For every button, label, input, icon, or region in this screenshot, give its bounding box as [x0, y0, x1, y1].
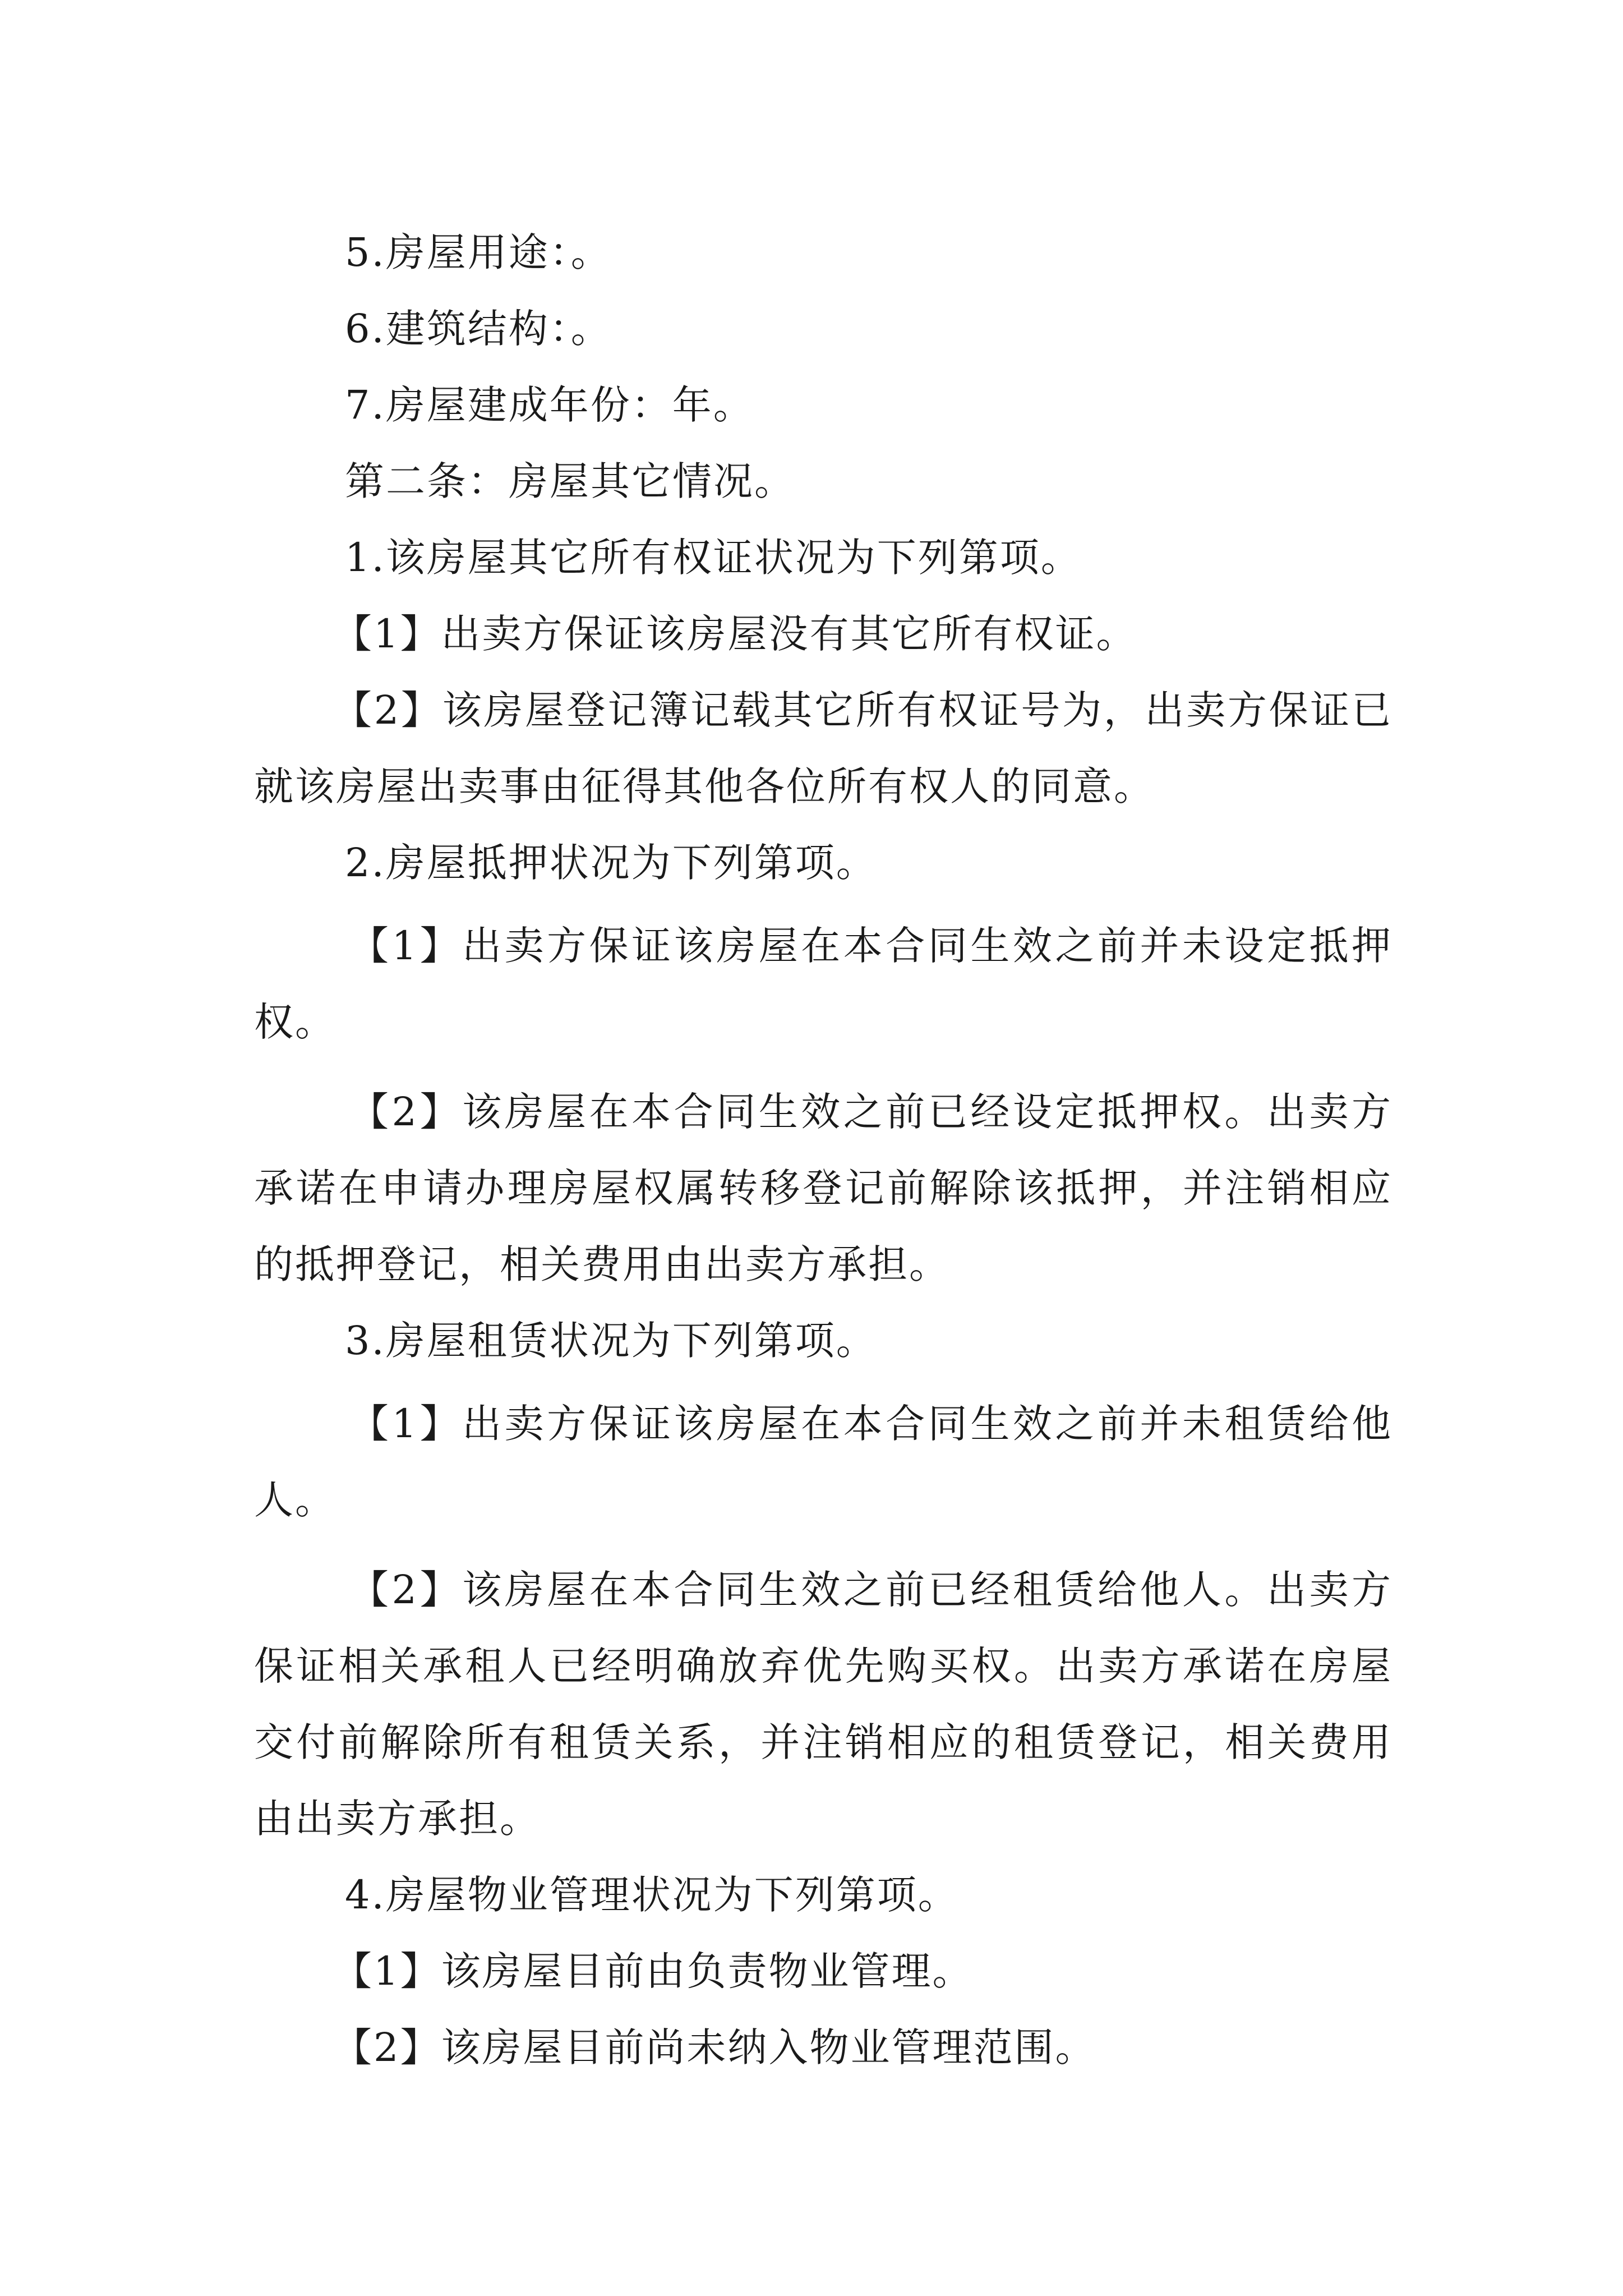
paragraph-property-management-status: 4.房屋物业管理状况为下列第项。 — [345, 1872, 959, 1918]
option-mortgage-2: 【2】该房屋在本合同生效之前已经设定抵押权。出卖方承诺在申请办理房屋权属转移登记前解除该抵押，并注销相应的抵押登记，相关费用由出卖方承担。 — [254, 1089, 1393, 1287]
section-heading-article-2: 第二条：房屋其它情况。 — [345, 458, 795, 504]
paragraph-mortgage-status: 2.房屋抵押状况为下列第项。 — [345, 840, 877, 886]
option-lease-2: 【2】该房屋在本合同生效之前已经租赁给他人。出卖方保证相关承租人已经明确放弃优先购买权。出卖方承诺在房屋交付前解除所有租赁关系，并注销相应的租赁登记，相关费用由出卖方承担。 — [254, 1567, 1393, 1842]
option-ownership-1: 【1】出卖方保证该房屋没有其它所有权证。 — [333, 611, 1137, 657]
document-body — [254, 214, 1393, 2086]
paragraph-ownership-certificate-status: 1.该房屋其它所有权证状况为下列第项。 — [345, 535, 1082, 581]
option-lease-1: 【1】出卖方保证该房屋在本合同生效之前并未租赁给他人。 — [254, 1401, 1393, 1523]
option-ownership-2: 【2】该房屋登记簿记载其它所有权证号为，出卖方保证已就该房屋出卖事由征得其他各位所有权人的同意。 — [254, 687, 1393, 809]
paragraph-house-use: 5.房屋用途：。 — [345, 229, 612, 275]
paragraph-construction-year: 7.房屋建成年份：年。 — [345, 382, 754, 428]
option-mortgage-1: 【1】出卖方保证该房屋在本合同生效之前并未设定抵押权。 — [254, 923, 1393, 1045]
option-management-2: 【2】该房屋目前尚未纳入物业管理范围。 — [333, 2024, 1096, 2070]
paragraph-building-structure: 6.建筑结构：。 — [345, 306, 612, 352]
option-management-1: 【1】该房屋目前由负责物业管理。 — [333, 1948, 974, 1994]
paragraph-lease-status: 3.房屋租赁状况为下列第项。 — [345, 1318, 877, 1364]
